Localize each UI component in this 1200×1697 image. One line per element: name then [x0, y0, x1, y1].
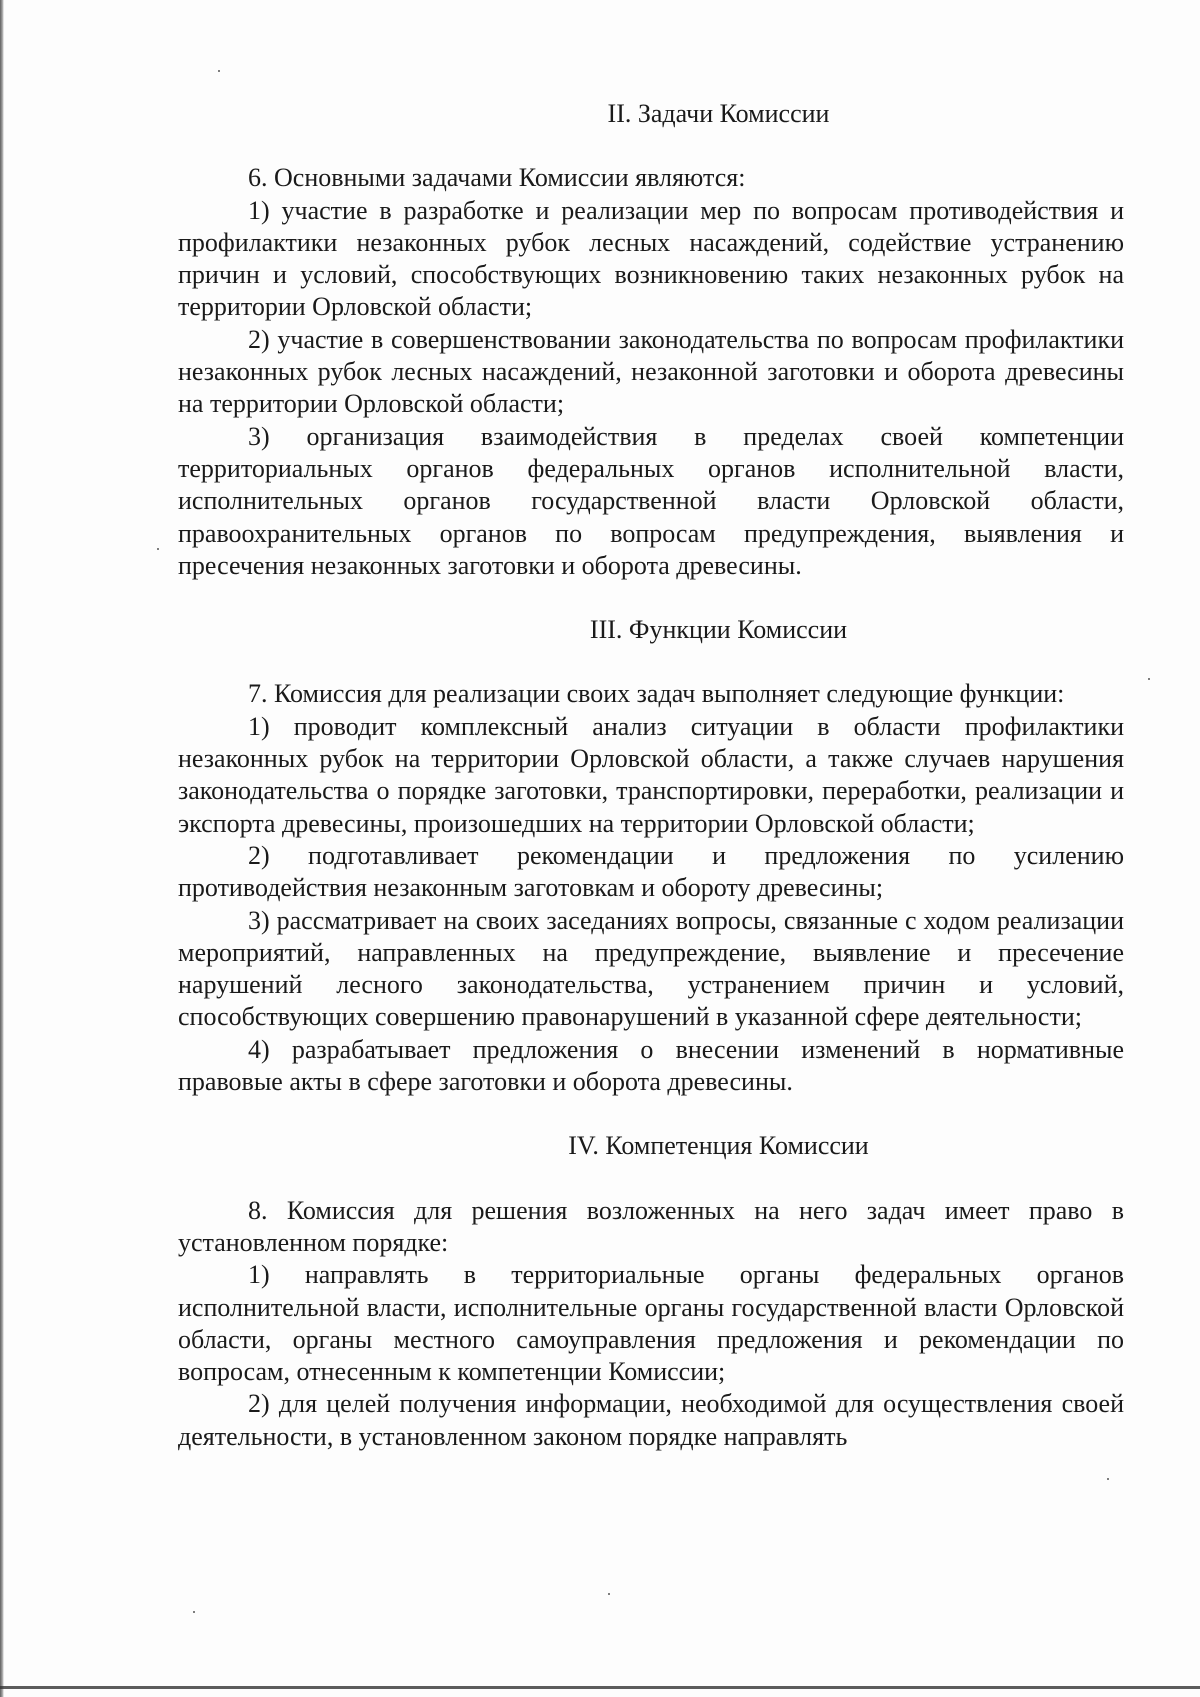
scan-speck: [1148, 678, 1150, 680]
paragraph-6: 6. Основными задачами Комиссии являются:: [248, 163, 746, 193]
scan-speck: [608, 1593, 610, 1595]
paragraph-7-item-2: 2) подготавливает рекомендации и предложения по усилению противодействия незаконным заготовкам и обороту древесины;: [178, 840, 1124, 903]
scan-speck: [157, 548, 159, 550]
scan-edge-left: [0, 0, 4, 1697]
spacer: [178, 582, 1124, 614]
scan-speck: [193, 1611, 195, 1613]
spacer: [178, 1098, 1124, 1130]
spacer: [178, 1163, 1124, 1195]
section-heading-competence: IV. Компетенция Комиссии: [568, 1131, 869, 1161]
scan-edge-bottom: [0, 1686, 1200, 1689]
paragraph-7-item-1: 1) проводит комплексный анализ ситуации в области профилактики незаконных рубок на территории Орловской области, а также случаев нарушения законодательства о порядке заготовки, транспортировки, переработки, реализации и экспорта древесины, произошедших на территории Орловской области;: [178, 711, 1124, 838]
document-body: [178, 98, 1124, 1453]
spacer: [178, 130, 1124, 162]
spacer: [178, 646, 1124, 678]
paragraph-7-item-4: 4) разрабатывает предложения о внесении изменений в нормативные правовые акты в сфере заготовки и оборота древесины.: [178, 1034, 1124, 1097]
section-heading-tasks: II. Задачи Комиссии: [607, 99, 830, 128]
paragraph-7-item-3: 3) рассматривает на своих заседаниях вопросы, связанные с ходом реализации мероприятий, направленных на предупреждение, выявление и пресечение нарушений лесного законодательства, устранением причин и условий, способствующих совершению правонарушений в указанной сфере деятельности;: [178, 905, 1124, 1032]
paragraph-6-item-1: 1) участие в разработке и реализации мер по вопросам противодействия и профилактики незаконных рубок лесных насаждений, содействие устранению причин и условий, способствующих возникновению таких незаконных рубок на территории Орловской области;: [178, 195, 1124, 322]
scan-speck: [218, 70, 220, 72]
paragraph-8-item-2: 2) для целей получения информации, необходимой для осуществления своей деятельности, в установленном законом порядке направлять: [178, 1389, 1124, 1451]
paragraph-8-item-1: 1) направлять в территориальные органы федеральных органов исполнительной власти, исполнительные органы государственной власти Орловской области, органы местного самоуправления предложения и рекомендации по вопросам, отнесенным к компетенции Комиссии;: [178, 1260, 1124, 1387]
section-heading-functions: III. Функции Комиссии: [589, 615, 848, 645]
scan-speck: [1107, 1478, 1109, 1480]
paragraph-8: 8. Комиссия для решения возложенных на него задач имеет право в установленном порядке:: [178, 1195, 1124, 1257]
paragraph-7: 7. Комиссия для реализации своих задач выполняет следующие функции:: [248, 679, 1065, 709]
paragraph-6-item-3: 3) организация взаимодействия в пределах своей компетенции территориальных органов федеральных органов исполнительной власти, исполнительных органов государственной власти Орловской области, правоохранительных органов по вопросам предупреждения, выявления и пресечения незаконных заготовки и оборота древесины.: [178, 421, 1124, 580]
paragraph-6-item-2: 2) участие в совершенствовании законодательства по вопросам профилактики незаконных рубок лесных насаждений, незаконной заготовки и оборота древесины на территории Орловской области;: [178, 324, 1124, 419]
